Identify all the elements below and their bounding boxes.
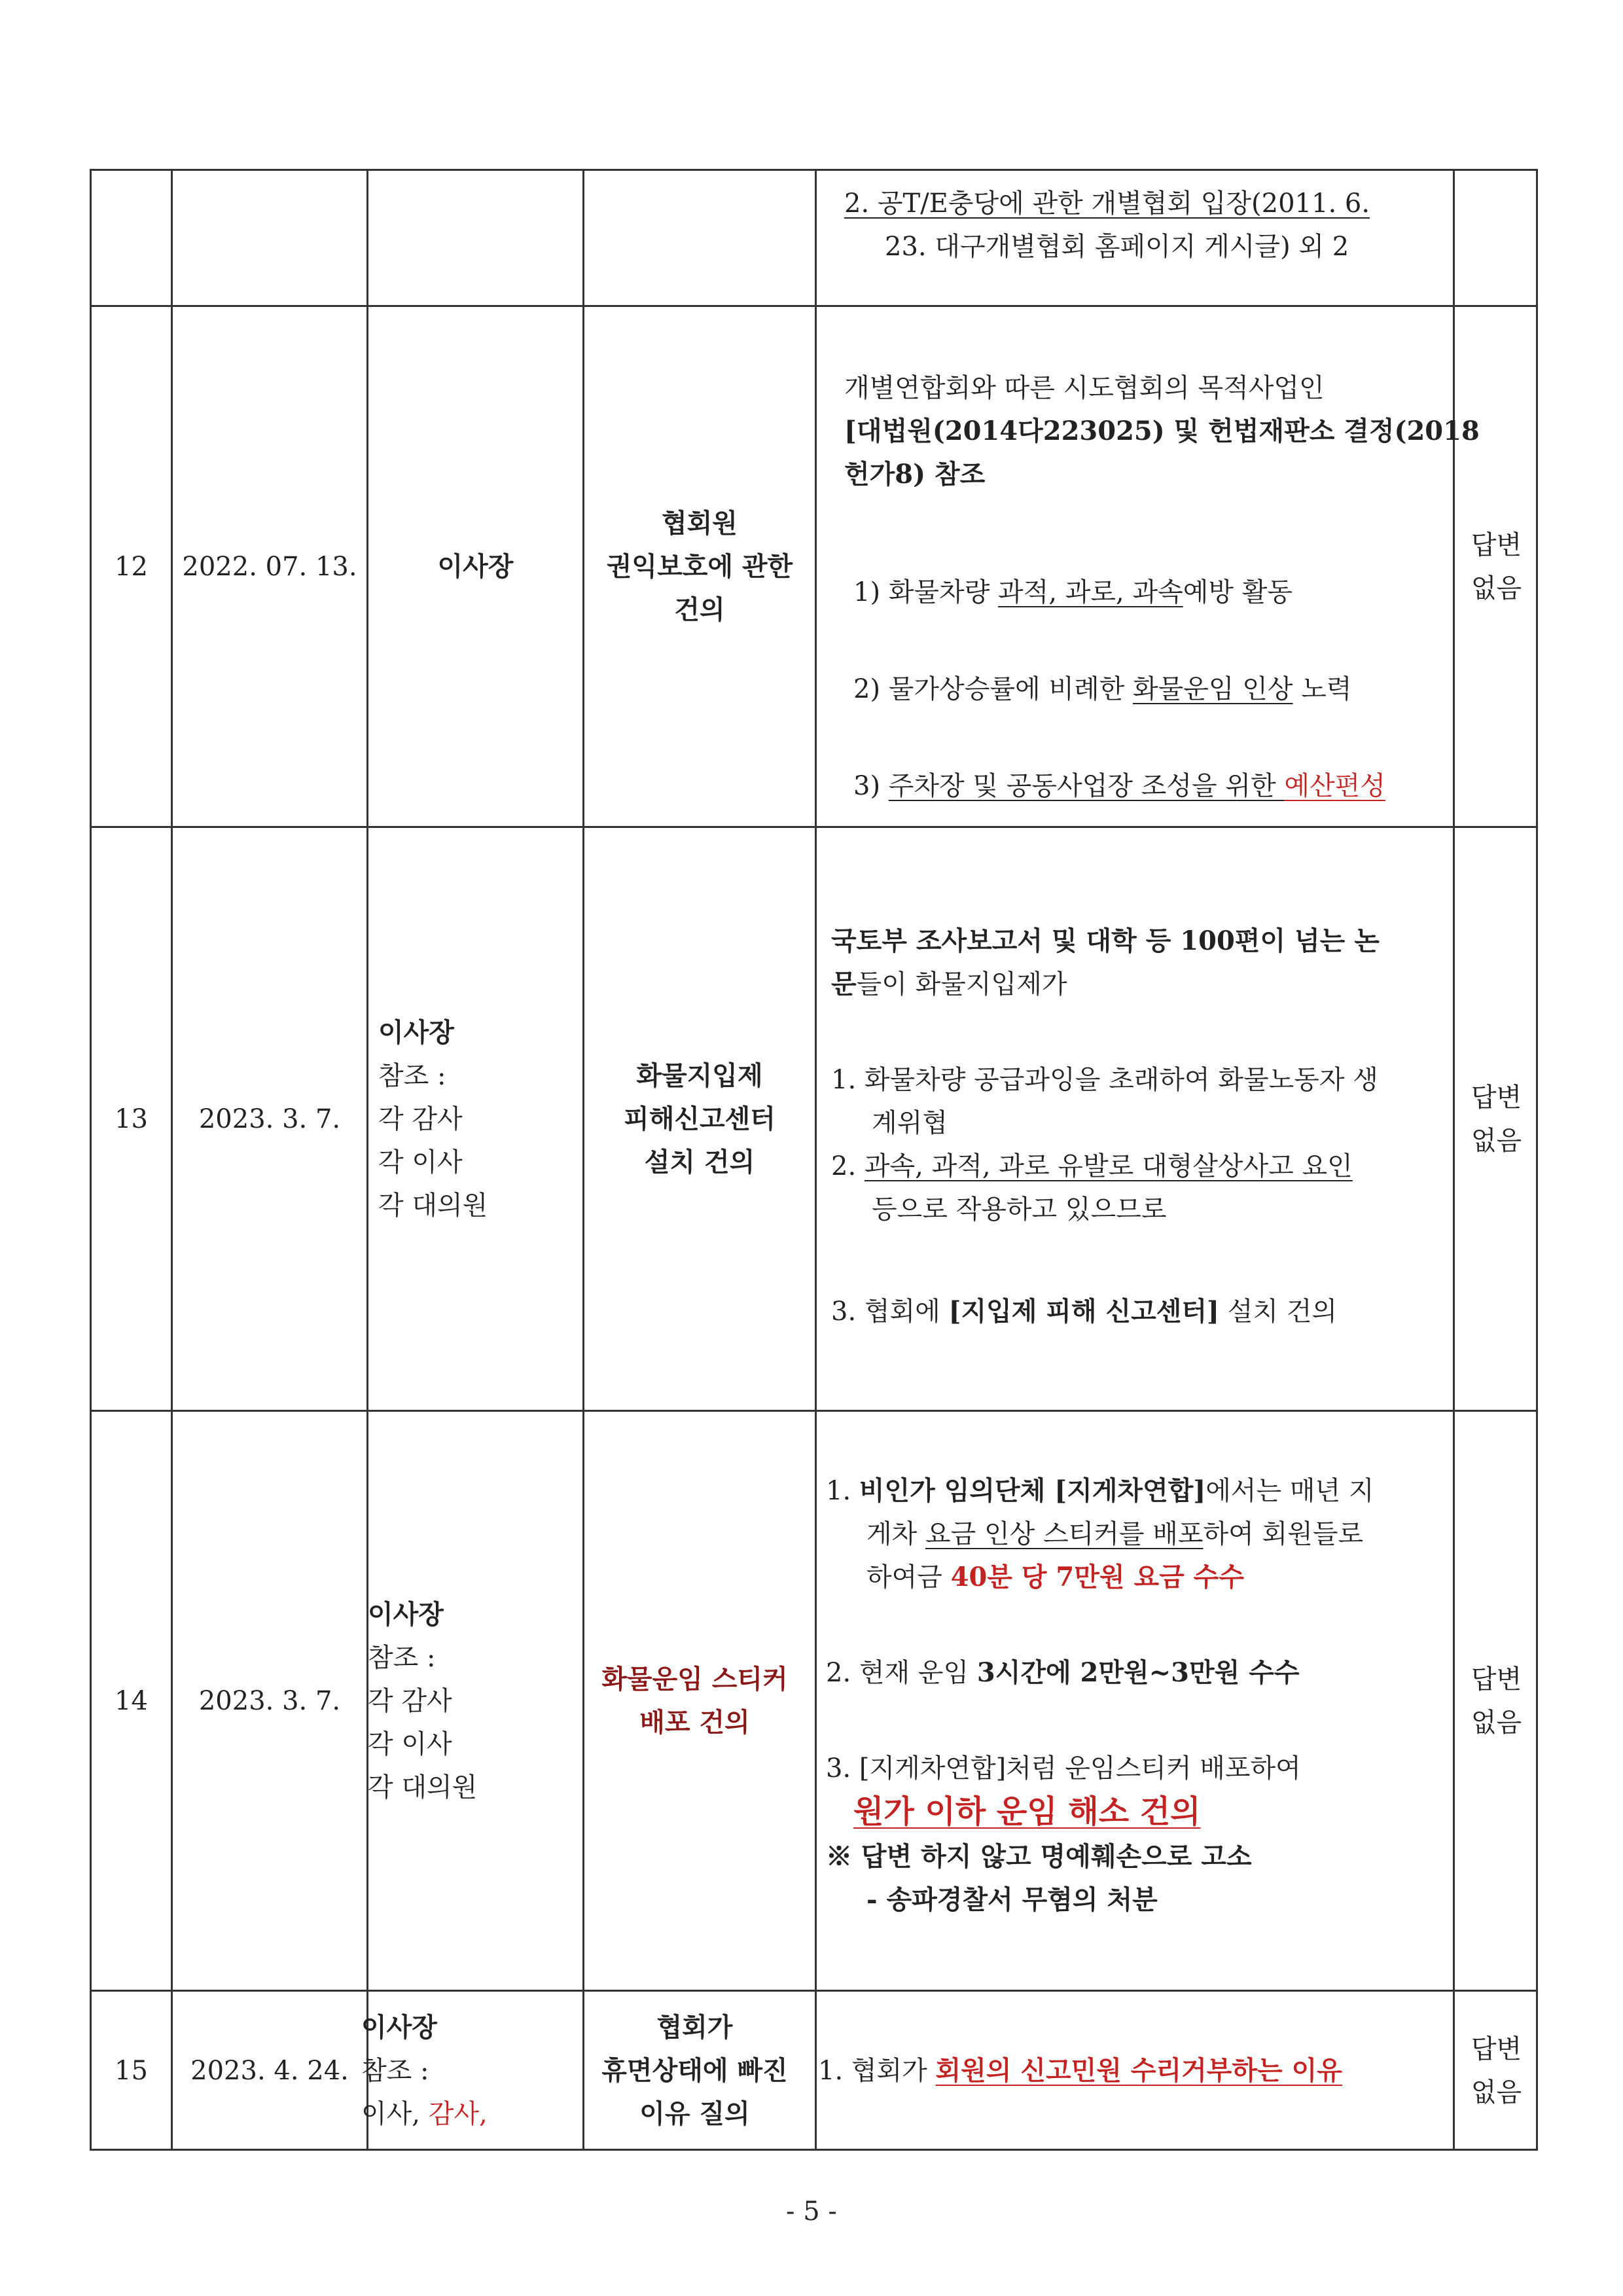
content-text: 노력 bbox=[1293, 674, 1352, 704]
row-13-content bbox=[831, 920, 1380, 1333]
cell-text: 2022. 07. 13. bbox=[182, 552, 357, 582]
subject-line: 화물운임 스티커 bbox=[601, 1664, 788, 1695]
subject-line: 피해신고센터 bbox=[624, 1103, 776, 1134]
content-text: 계위협 bbox=[872, 1108, 948, 1138]
row-12-subject bbox=[584, 308, 815, 826]
content-text: 2. 공T/E충당에 관한 개별협회 입장(2011. 6. bbox=[844, 188, 1370, 219]
content-text: 과속, 과적, 과로 유발로 대형살상사고 요인 bbox=[864, 1151, 1353, 1181]
recipient-line: 참조 : bbox=[361, 2056, 429, 2086]
content-text: 게차 bbox=[866, 1519, 925, 1549]
cell-text: 14 bbox=[115, 1686, 148, 1716]
content-text: 3) bbox=[853, 771, 889, 801]
row-13-reply bbox=[1455, 829, 1538, 1410]
content-text: 3. 협회에 bbox=[831, 1297, 949, 1327]
content-text: 주차장 및 공동사업장 조성을 위한 bbox=[888, 771, 1285, 801]
content-text: 헌가8) 참조 bbox=[844, 459, 986, 490]
content-text: 하여 회원들로 bbox=[1203, 1519, 1364, 1549]
content-text: 3시간에 2만원~3만원 수수 bbox=[976, 1657, 1300, 1688]
row-15-number bbox=[92, 1992, 171, 2149]
content-text: - 송파경찰서 무혐의 처분 bbox=[866, 1884, 1158, 1915]
content-line bbox=[818, 2049, 1342, 2092]
content-text: 설치 건의 bbox=[1219, 1297, 1337, 1327]
subject-line: 설치 건의 bbox=[644, 1147, 755, 1177]
content-text: 2. 현재 운임 bbox=[826, 1658, 977, 1688]
row-divider bbox=[90, 305, 1538, 307]
reply-lines bbox=[1471, 2028, 1522, 2114]
content-text: 요금 인상 스티커를 배포 bbox=[925, 1519, 1204, 1549]
row-12-reply bbox=[1455, 308, 1538, 826]
content-line bbox=[826, 1790, 1374, 1835]
content-line bbox=[844, 225, 1370, 268]
row-12-number bbox=[92, 308, 171, 826]
row-15-subject bbox=[575, 1992, 815, 2149]
row-12-recipient bbox=[368, 308, 582, 826]
recipient-lines bbox=[365, 1593, 477, 1809]
content-line bbox=[826, 1835, 1374, 1878]
content-text: 등으로 작용하고 있으므로 bbox=[872, 1194, 1167, 1225]
content-text: 회원의 신고민원 수리거부하는 이유 bbox=[935, 2055, 1342, 2086]
content-text: 1. bbox=[826, 1476, 859, 1506]
row-15-recipient bbox=[359, 1992, 582, 2149]
recipient-text: 감사, bbox=[428, 2099, 488, 2129]
row-13-number bbox=[92, 829, 171, 1410]
row-15-reply bbox=[1455, 1992, 1538, 2149]
recipient-line: 각 이사 bbox=[368, 1729, 452, 1759]
content-text: [지입제 피해 신고센터] bbox=[948, 1296, 1219, 1327]
content-line bbox=[826, 1513, 1374, 1556]
content-text: [대법원(2014다223025) 및 헌법재판소 결정(2018 bbox=[844, 416, 1480, 446]
row-14-number bbox=[92, 1412, 171, 1990]
recipient-line: 이사장 bbox=[368, 1599, 444, 1630]
reply-line: 답변 bbox=[1471, 2034, 1522, 2064]
recipient-line: 이사장 bbox=[378, 1017, 454, 1048]
reply-lines bbox=[1471, 1658, 1522, 1744]
row-divider bbox=[90, 1990, 1538, 1992]
content-text: 비인가 임의단체 [지게차연합] bbox=[859, 1475, 1206, 1506]
content-text: 40분 당 7만원 요금 수수 bbox=[950, 1562, 1244, 1592]
content-line bbox=[826, 1556, 1374, 1599]
row-divider bbox=[90, 826, 1538, 828]
reply-line: 답변 bbox=[1471, 530, 1522, 560]
content-text: 들이 화물지입제가 bbox=[856, 969, 1067, 999]
subject-line: 화물지입제 bbox=[636, 1060, 763, 1091]
recipient-line: 참조 : bbox=[378, 1061, 446, 1091]
content-line bbox=[826, 1878, 1374, 1922]
content-text: 23. 대구개별협회 홈페이지 게시글) 외 2 bbox=[885, 232, 1349, 262]
content-line bbox=[844, 571, 1480, 614]
content-text: 하여금 bbox=[866, 1562, 951, 1592]
recipient-line: 각 감사 bbox=[368, 1686, 452, 1716]
reply-line: 없음 bbox=[1471, 2077, 1522, 2108]
content-text: 개별연합회와 따른 시도협회의 목적사업인 bbox=[844, 373, 1325, 403]
recipient-line: 이사장 bbox=[361, 2012, 437, 2043]
content-line bbox=[826, 1747, 1374, 1790]
row-14-reply bbox=[1455, 1412, 1538, 1990]
cell-text: 13 bbox=[115, 1104, 148, 1134]
row-14-subject bbox=[575, 1412, 815, 1990]
cell-text: 2023. 4. 24. bbox=[190, 2056, 349, 2086]
content-line bbox=[831, 920, 1380, 963]
content-text: 1. 화물차량 공급과잉을 초래하여 화물노동자 생 bbox=[831, 1065, 1378, 1095]
content-text: 국토부 조사보고서 및 대학 등 100편이 넘는 논 bbox=[831, 925, 1380, 956]
content-text: 에서는 매년 지 bbox=[1205, 1476, 1374, 1506]
content-line bbox=[844, 367, 1480, 410]
reply-line: 없음 bbox=[1471, 573, 1522, 603]
recipient-line bbox=[361, 2092, 488, 2136]
subject-lines bbox=[624, 1054, 776, 1184]
content-line bbox=[831, 1188, 1380, 1231]
row-12-content bbox=[844, 367, 1480, 808]
subject-line: 협회가 bbox=[656, 2012, 733, 2043]
cell-text: 2023. 3. 7. bbox=[198, 1686, 341, 1716]
row-15-content bbox=[818, 1992, 1453, 2149]
subject-line: 건의 bbox=[674, 594, 725, 625]
cell-text: 12 bbox=[115, 552, 148, 582]
content-line bbox=[826, 1469, 1374, 1513]
content-line bbox=[831, 963, 1380, 1006]
content-line bbox=[831, 1145, 1380, 1188]
content-line bbox=[844, 764, 1480, 808]
row-11-content bbox=[844, 182, 1370, 268]
row-13-subject bbox=[584, 829, 815, 1410]
content-line bbox=[844, 182, 1370, 225]
reply-lines bbox=[1471, 1076, 1522, 1162]
content-text: 화물운임 인상 bbox=[1132, 674, 1293, 704]
content-text: 1) 화물차량 bbox=[853, 577, 999, 607]
content-line bbox=[831, 1290, 1380, 1333]
content-text: 1. 협회가 bbox=[818, 2056, 936, 2086]
row-14-recipient bbox=[365, 1412, 582, 1990]
reply-line: 답변 bbox=[1471, 1083, 1522, 1113]
row-13-date bbox=[173, 829, 366, 1410]
subject-lines bbox=[601, 2006, 787, 2136]
content-text: 3. [지게차연합]처럼 운임스티커 배포하여 bbox=[826, 1753, 1301, 1784]
content-text: 2. bbox=[831, 1151, 865, 1181]
content-line bbox=[844, 410, 1480, 453]
content-line bbox=[831, 1058, 1380, 1102]
recipient-line: 각 대의원 bbox=[368, 1772, 478, 1803]
recipient-line: 참조 : bbox=[368, 1643, 436, 1673]
row-12-date bbox=[173, 308, 366, 826]
content-text: ※ 답변 하지 않고 명예훼손으로 고소 bbox=[826, 1841, 1252, 1872]
content-text: 예산편성 bbox=[1284, 771, 1385, 801]
cell-text: 이사장 bbox=[437, 551, 514, 582]
content-line bbox=[844, 668, 1480, 711]
subject-lines bbox=[601, 1658, 787, 1744]
cell-text: 2023. 3. 7. bbox=[198, 1104, 341, 1134]
page-number: - 5 - bbox=[786, 2197, 837, 2227]
subject-line: 이유 질의 bbox=[639, 2098, 750, 2129]
recipient-lines bbox=[359, 2006, 488, 2136]
recipient-line: 각 감사 bbox=[378, 1104, 463, 1134]
content-line bbox=[844, 453, 1480, 496]
subject-line: 휴면상태에 빠진 bbox=[601, 2055, 788, 2086]
recipient-text: 이사, bbox=[361, 2099, 429, 2129]
content-text: 문 bbox=[831, 969, 857, 999]
subject-line: 협회원 bbox=[662, 508, 738, 539]
content-line bbox=[831, 1102, 1380, 1145]
subject-line: 배포 건의 bbox=[639, 1707, 750, 1738]
recipient-lines bbox=[378, 1011, 488, 1227]
row-divider bbox=[90, 1410, 1538, 1412]
row-14-content bbox=[826, 1469, 1374, 1922]
subject-lines bbox=[607, 502, 793, 632]
recipient-line: 각 이사 bbox=[378, 1147, 463, 1177]
reply-line: 없음 bbox=[1471, 1708, 1522, 1738]
recipient-line: 각 대의원 bbox=[378, 1191, 488, 1221]
content-text: 예방 활동 bbox=[1183, 577, 1293, 607]
cell-text: 15 bbox=[115, 2056, 148, 2086]
content-line bbox=[826, 1651, 1374, 1695]
row-14-date bbox=[173, 1412, 366, 1990]
row-15-date bbox=[173, 1992, 366, 2149]
row-13-recipient bbox=[378, 829, 582, 1410]
col-divider bbox=[815, 169, 817, 2151]
subject-line: 권익보호에 관한 bbox=[606, 551, 793, 582]
reply-line: 없음 bbox=[1471, 1126, 1522, 1156]
content-text: 원가 이하 운임 해소 건의 bbox=[853, 1793, 1201, 1830]
reply-line: 답변 bbox=[1471, 1664, 1522, 1695]
reply-lines bbox=[1471, 524, 1522, 610]
content-text: 과적, 과로, 과속 bbox=[998, 577, 1183, 607]
content-text: 2) 물가상승률에 비례한 bbox=[853, 674, 1133, 704]
